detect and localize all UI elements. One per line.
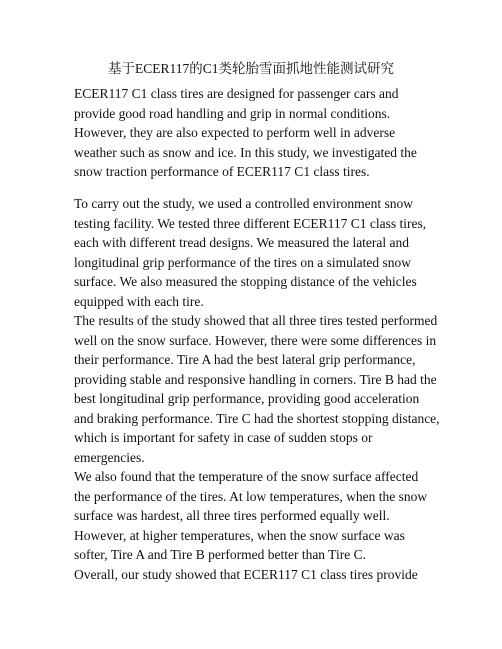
- text-line: ECER117 C1 class tires are designed for passenger cars and: [74, 86, 399, 101]
- text-line: Overall, our study showed that ECER117 C1 class tires provide: [74, 567, 418, 582]
- text-line: testing facility. We tested three different ECER117 C1 class tires,: [74, 215, 427, 231]
- text-line: We also found that the temperature of the snow surface affected: [74, 469, 419, 484]
- text-line: well on the snow surface. However, there were some differences in: [74, 332, 437, 348]
- text-line: The results of the study showed that all three tires tested performed: [74, 313, 438, 328]
- text-line: equipped with each tire.: [74, 293, 204, 309]
- text-line: emergencies.: [74, 449, 145, 465]
- text-line: surface. We also measured the stopping distance of the vehicles: [74, 274, 417, 289]
- text-line: surface was hardest, all three tires performed equally well.: [74, 508, 390, 523]
- text-line: longitudinal grip performance of the tires on a simulated snow: [74, 254, 412, 270]
- text-line: provide good road handling and grip in normal conditions.: [74, 105, 391, 121]
- text-line: which is important for safety in case of sudden stops or: [74, 430, 373, 445]
- text-line: To carry out the study, we used a controlled environment snow: [74, 196, 413, 211]
- text-line: However, at higher temperatures, when the snow surface was: [74, 527, 405, 543]
- text-line: providing stable and responsive handling in corners. Tire B had the: [74, 371, 437, 387]
- text-line: and braking performance. Tire C had the shortest stopping distance,: [74, 410, 440, 426]
- paragraph-5: [74, 565, 444, 585]
- paragraph-4: [74, 467, 444, 565]
- text-line: best longitudinal grip performance, providing good acceleration: [74, 391, 420, 406]
- paragraph-3: [74, 311, 444, 467]
- text-line: However, they are also expected to perform well in adverse: [74, 125, 396, 140]
- paragraph-1: [74, 84, 444, 182]
- text-line: the performance of the tires. At low temperatures, when the snow: [74, 488, 428, 504]
- text-line: softer, Tire A and Tire B performed better than Tire C.: [74, 547, 366, 562]
- text-line: their performance. Tire A had the best lateral grip performance,: [74, 352, 416, 367]
- text-line: weather such as snow and ice. In this study, we investigated the: [74, 144, 417, 160]
- text-line: snow traction performance of ECER117 C1 class tires.: [74, 164, 370, 179]
- document-title: 基于ECER117的C1类轮胎雪面抓地性能测试研究: [107, 61, 394, 76]
- text-line: each with different tread designs. We measured the lateral and: [74, 235, 410, 250]
- paragraph-2: [74, 194, 444, 311]
